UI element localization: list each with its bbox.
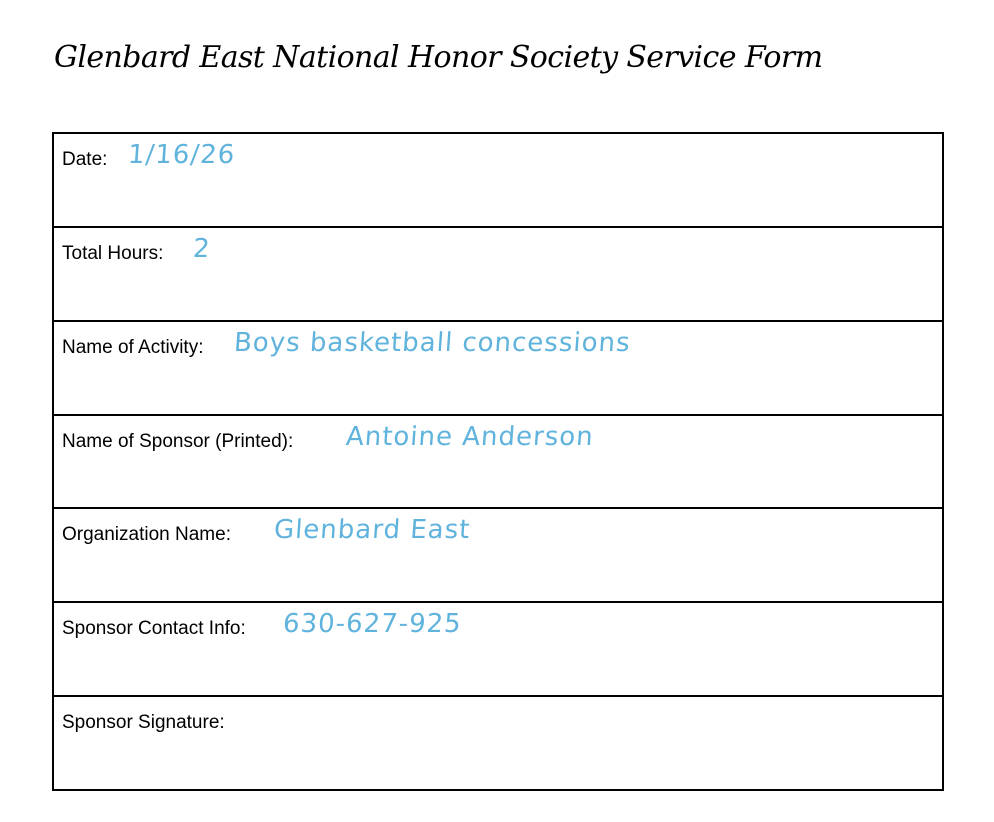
sponsor-contact-value[interactable]: 630-627-925 [281,609,463,640]
sponsor-signature-row [54,697,942,789]
sponsor-name-label: Name of Sponsor (Printed): [62,430,294,452]
date-label: Date: [62,149,108,170]
activity-name-label: Name of Activity: [62,336,204,358]
date-row [54,134,942,228]
total-hours-value[interactable]: 2 [191,233,212,264]
sponsor-name-value[interactable]: Antoine Anderson [344,421,595,452]
form-title: Glenbard East National Honor Society Service Form [54,40,823,75]
organization-name-label: Organization Name: [62,524,231,546]
organization-name-row [54,509,942,603]
organization-name-value[interactable]: Glenbard East [272,515,472,546]
activity-name-value[interactable]: Boys basketball concessions [232,327,632,358]
service-form-table [52,132,944,791]
total-hours-row [54,228,942,322]
date-value[interactable]: 1/16/26 [126,140,237,170]
sponsor-contact-label: Sponsor Contact Info: [62,618,246,640]
sponsor-name-row [54,416,942,510]
sponsor-contact-row [54,603,942,697]
total-hours-label: Total Hours: [62,242,164,264]
activity-name-row [54,322,942,416]
sponsor-signature-label: Sponsor Signature: [62,712,225,734]
